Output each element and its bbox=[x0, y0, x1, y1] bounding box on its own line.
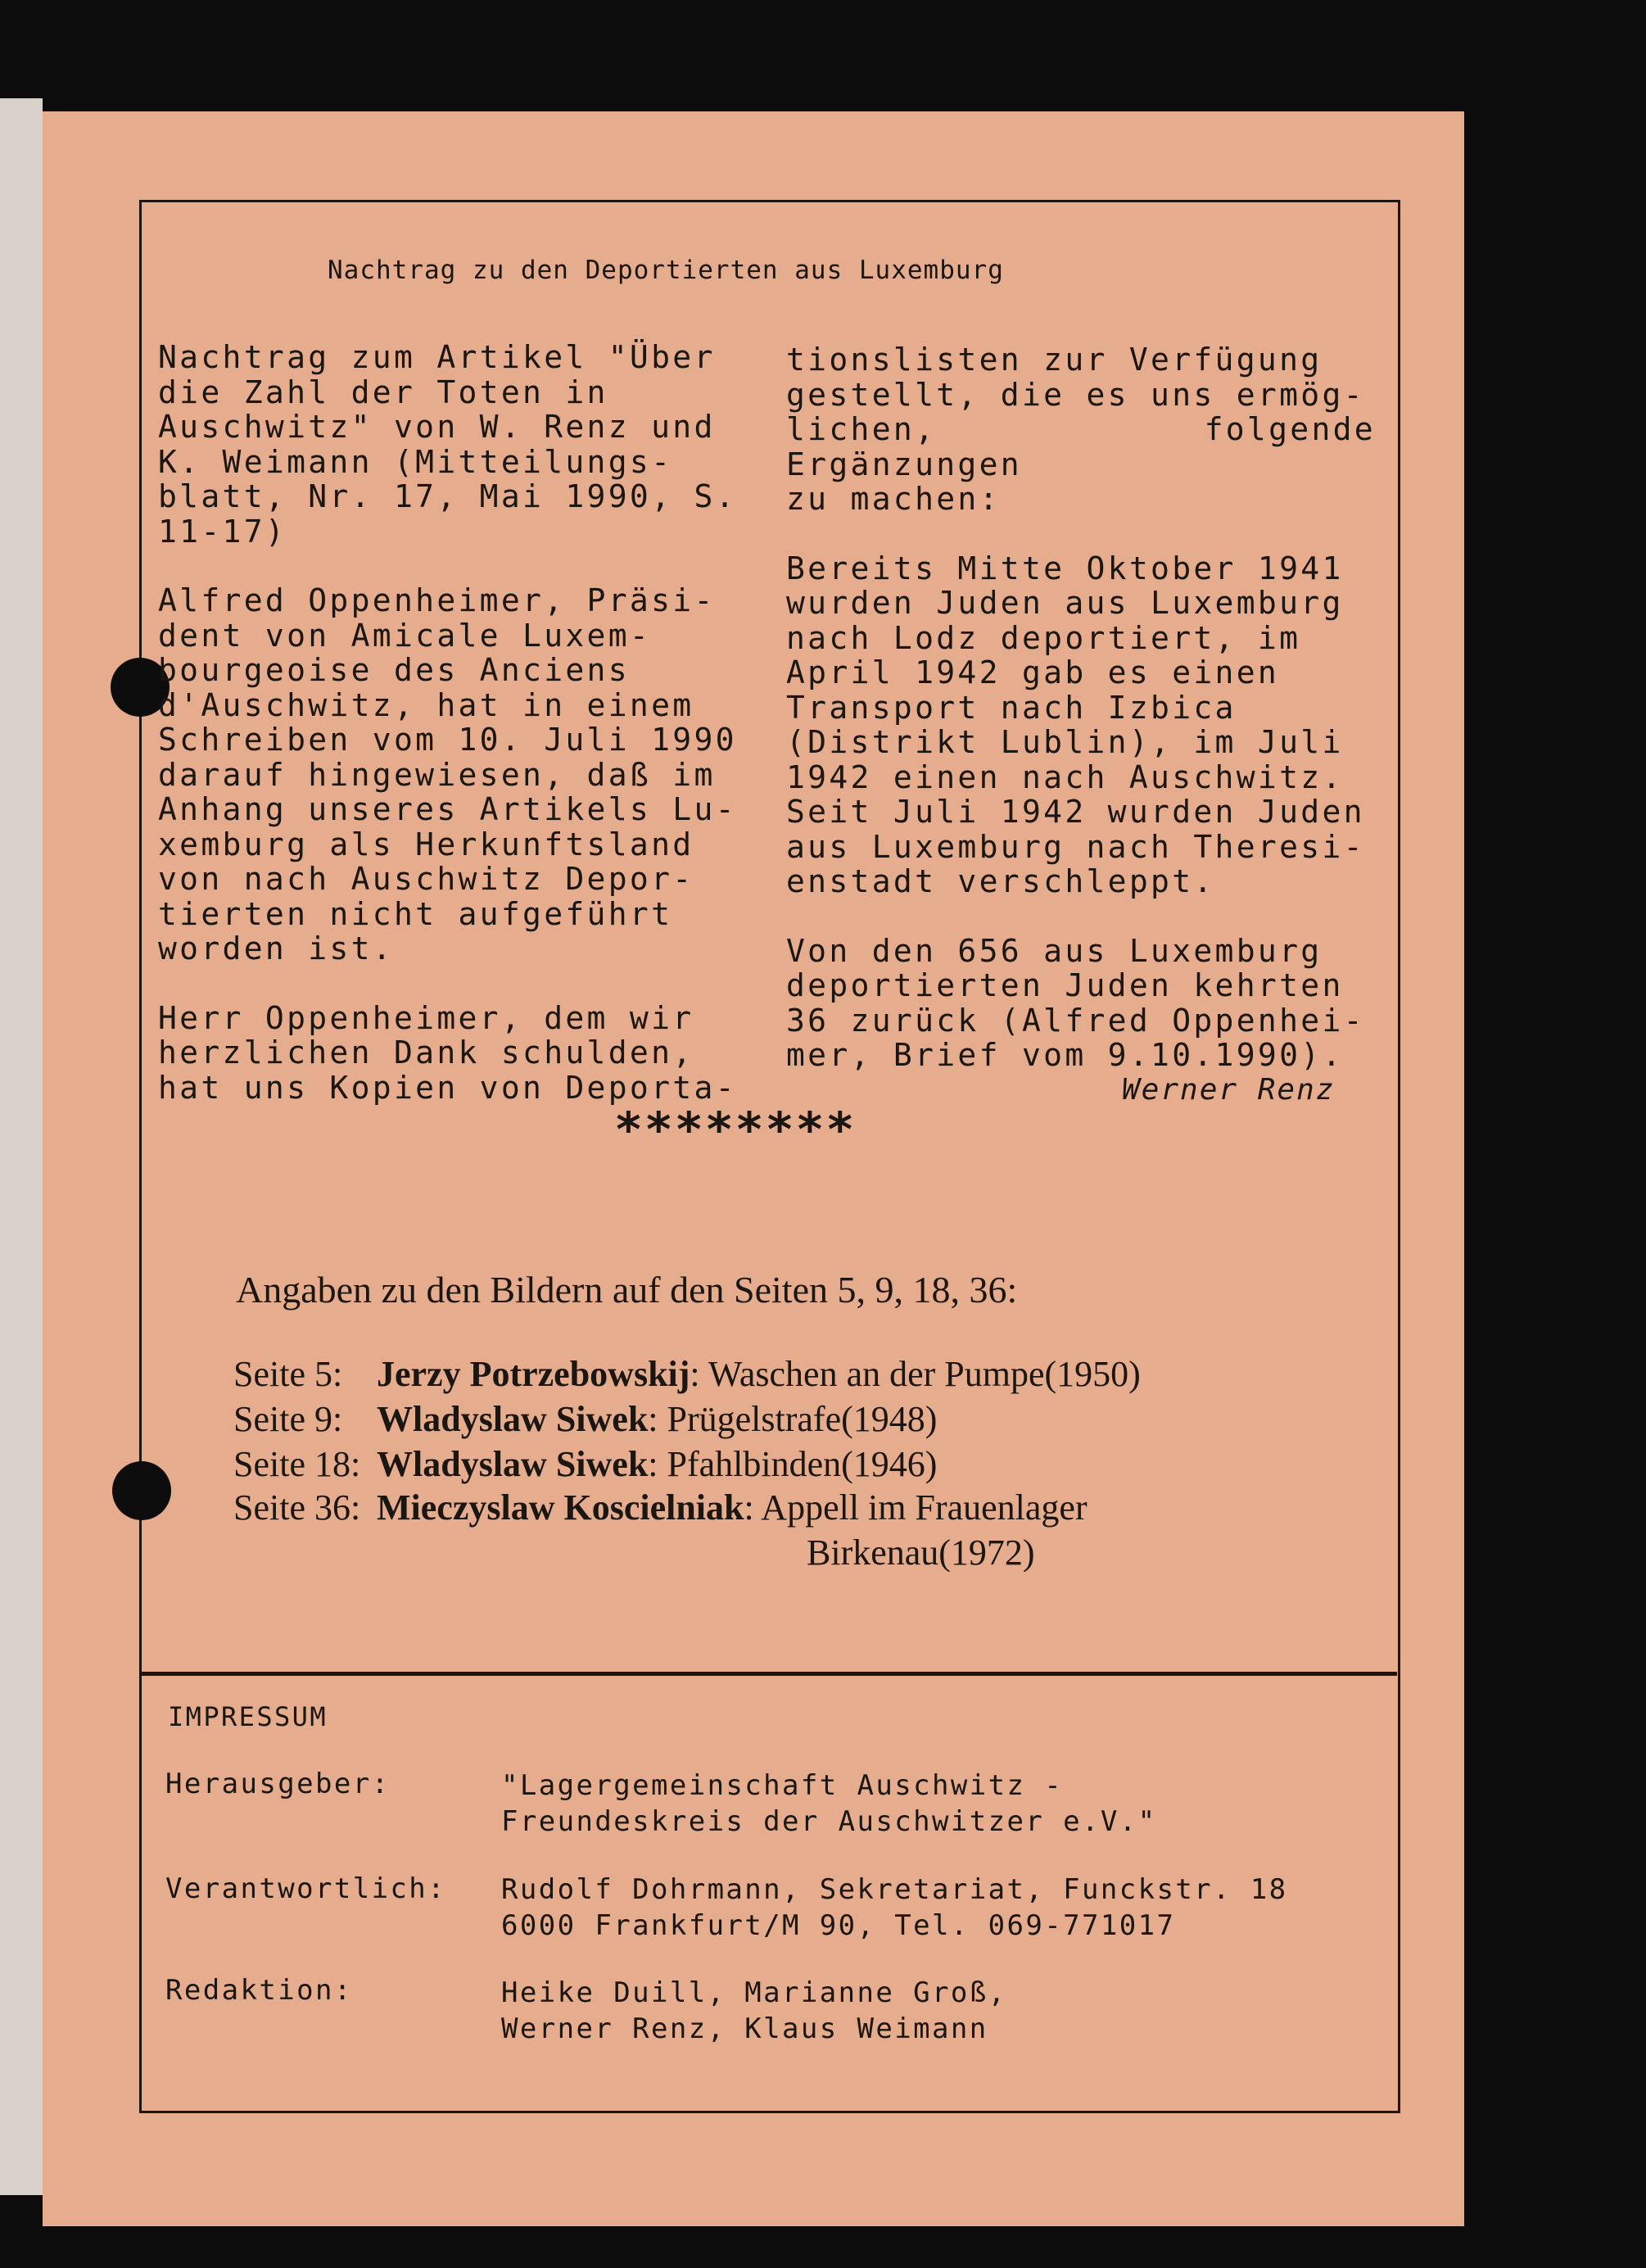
caption-page: Seite 9: bbox=[233, 1399, 343, 1439]
redaktion-label: Redaktion: bbox=[165, 1974, 353, 2007]
caption-row bbox=[233, 1398, 937, 1440]
caption-artist: Wladyslaw Siwek bbox=[377, 1444, 649, 1484]
adjacent-page-edge bbox=[0, 98, 43, 2195]
author-signature: Werner Renz bbox=[1122, 1073, 1336, 1107]
caption-work: : Prügelstrafe(1948) bbox=[648, 1399, 938, 1439]
left-paragraph-1: Nachtrag zum Artikel "Über die Zahl der Toten in Auschwitz" von W. Renz und K. Weimann (Mitteilungs- blatt, Nr. 17, Mai 1990, S. 11-17) bbox=[158, 339, 737, 550]
caption-page: Seite 18: bbox=[233, 1444, 361, 1484]
caption-continuation: Birkenau(1972) bbox=[807, 1532, 1035, 1573]
left-paragraph-3: Herr Oppenheimer, dem wir herzlichen Dank schulden, hat uns Kopien von Deporta- bbox=[158, 999, 737, 1106]
redaktion-value-line-1: Heike Duill, Marianne Groß, bbox=[501, 1976, 1007, 2009]
herausgeber-value-line-1: "Lagergemeinschaft Auschwitz - bbox=[501, 1769, 1064, 1802]
verantwortlich-value-line-1: Rudolf Dohrmann, Sekretariat, Funckstr. 18 bbox=[501, 1873, 1288, 1906]
caption-row bbox=[233, 1487, 1088, 1528]
section-separator-stars: ******** bbox=[614, 1102, 857, 1157]
verantwortlich-label: Verantwortlich: bbox=[165, 1872, 447, 1905]
caption-row bbox=[233, 1443, 937, 1485]
caption-artist: Mieczyslaw Koscielniak bbox=[377, 1487, 744, 1528]
caption-artist: Wladyslaw Siwek bbox=[377, 1399, 649, 1439]
caption-work: : Appell im Frauenlager bbox=[744, 1487, 1088, 1528]
caption-work: : Pfahlbinden(1946) bbox=[648, 1444, 938, 1484]
impressum-title: IMPRESSUM bbox=[168, 1701, 328, 1732]
caption-row bbox=[233, 1353, 1141, 1395]
left-paragraph-2: Alfred Oppenheimer, Präsi- dent von Amicale Luxem- bourgeoise des Anciens d'Auschwitz, hat in einem Schreiben vom 10. Juli 1990 darauf hingewiesen, daß im Anhang unseres Artikels Lu- xemburg als Herkunftsland von nach Auschwitz Depor- tierten nicht aufgeführt worden ist. bbox=[158, 582, 737, 967]
right-paragraph-1: tionslisten zur Verfügung gestellt, die es uns ermög- lichen, folgende Ergänzungen zu machen: bbox=[786, 342, 1376, 517]
image-captions-title: Angaben zu den Bildern auf den Seiten 5, 9, 18, 36: bbox=[236, 1269, 1018, 1311]
left-column bbox=[158, 340, 741, 1105]
article-heading: Nachtrag zu den Deportierten aus Luxemburg bbox=[328, 256, 1004, 285]
right-column bbox=[786, 342, 1376, 1073]
herausgeber-label: Herausgeber: bbox=[165, 1768, 391, 1800]
impressum-divider bbox=[141, 1672, 1397, 1676]
herausgeber-value-line-2: Freundeskreis der Auschwitzer e.V." bbox=[501, 1805, 1157, 1838]
caption-artist: Jerzy Potrzebowskij bbox=[377, 1354, 690, 1394]
right-paragraph-2: Bereits Mitte Oktober 1941 wurden Juden aus Luxemburg nach Lodz deportiert, im April 1942 gab es einen Transport nach Izbica (Distrikt Lublin), im Juli 1942 einen nach Auschwitz. Seit Juli 1942 wurden Juden aus Luxemburg nach Theresi- enstadt verschleppt. bbox=[786, 550, 1365, 899]
punch-hole-bottom bbox=[112, 1461, 171, 1520]
verantwortlich-value-line-2: 6000 Frankfurt/M 90, Tel. 069-771017 bbox=[501, 1909, 1176, 1942]
caption-page: Seite 5: bbox=[233, 1354, 343, 1394]
caption-work: : Waschen an der Pumpe(1950) bbox=[690, 1354, 1141, 1394]
right-paragraph-3: Von den 656 aus Luxemburg deportierten Juden kehrten 36 zurück (Alfred Oppenhei- mer, Brief vom 9.10.1990). bbox=[786, 932, 1365, 1073]
caption-page: Seite 36: bbox=[233, 1487, 361, 1528]
redaktion-value-line-2: Werner Renz, Klaus Weimann bbox=[501, 2012, 988, 2045]
